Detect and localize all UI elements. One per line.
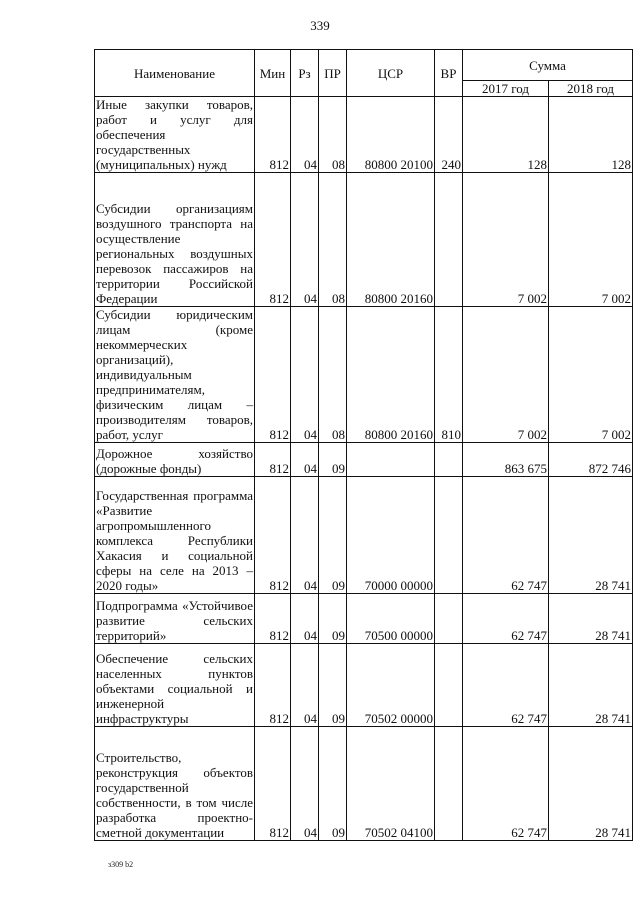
row-2018: 872 746 (549, 443, 633, 477)
footer-code: з309 b2 (108, 860, 134, 869)
header-pr: ПР (319, 50, 347, 97)
row-min: 812 (255, 644, 291, 727)
table-row (95, 173, 633, 307)
table-row (95, 644, 633, 727)
row-csr: 70500 00000 (347, 594, 435, 644)
row-vr (435, 443, 463, 477)
row-2017: 62 747 (463, 644, 549, 727)
row-2017: 128 (463, 97, 549, 173)
row-vr (435, 173, 463, 307)
table-row (95, 97, 633, 173)
table-row (95, 443, 633, 477)
header-amount: Сумма (463, 50, 633, 81)
row-2018: 28 741 (549, 727, 633, 841)
row-pr: 09 (319, 594, 347, 644)
row-rz: 04 (291, 173, 319, 307)
table-row (95, 477, 633, 594)
row-pr: 09 (319, 477, 347, 594)
row-min: 812 (255, 443, 291, 477)
row-rz: 04 (291, 477, 319, 594)
row-min: 812 (255, 173, 291, 307)
header-min: Мин (255, 50, 291, 97)
row-min: 812 (255, 727, 291, 841)
row-2017: 863 675 (463, 443, 549, 477)
row-name: Иные закупки товаров, работ и услуг для обеспечения государственных (муниципальных) нужд (96, 97, 253, 172)
header-name: Наименование (95, 50, 255, 97)
row-rz: 04 (291, 97, 319, 173)
budget-table (94, 49, 633, 841)
row-csr: 70502 00000 (347, 644, 435, 727)
row-2018: 7 002 (549, 307, 633, 443)
row-pr: 09 (319, 443, 347, 477)
page-number: 339 (310, 18, 330, 33)
row-vr: 240 (435, 97, 463, 173)
row-2018: 128 (549, 97, 633, 173)
row-rz: 04 (291, 443, 319, 477)
header-vr: ВР (435, 50, 463, 97)
row-name: Обеспечение сельских населенных пунктов объектами социальной и инженерной инфраструктуры (95, 644, 255, 727)
header-csr: ЦСР (347, 50, 435, 97)
row-2017: 62 747 (463, 477, 549, 594)
row-2018: 28 741 (549, 477, 633, 594)
row-rz: 04 (291, 594, 319, 644)
table-row (95, 307, 633, 443)
row-pr: 08 (319, 97, 347, 173)
table-row (95, 594, 633, 644)
row-pr: 09 (319, 644, 347, 727)
row-vr (435, 477, 463, 594)
row-name: Строительство, реконструкция объектов государственной собственности, в том числе разработка проектно-сметной документации (95, 727, 255, 841)
row-min: 812 (255, 477, 291, 594)
row-2017: 62 747 (463, 727, 549, 841)
row-name: Подпрограмма «Устойчивое развитие сельских территорий» (95, 594, 255, 644)
row-min: 812 (255, 594, 291, 644)
row-2017: 7 002 (463, 173, 549, 307)
row-pr: 08 (319, 173, 347, 307)
row-min: 812 (255, 97, 291, 173)
row-rz: 04 (291, 307, 319, 443)
row-name: Дорожное хозяйство (дорожные фонды) (95, 443, 255, 477)
row-2017: 62 747 (463, 594, 549, 644)
header-year-2018: 2018 год (549, 81, 633, 97)
row-name: Субсидии юридическим лицам (кроме некоммерческих организаций), индивидуальным предпринимателям, физическим лицам – производителям товаров, работ, услуг (96, 307, 253, 442)
row-rz: 04 (291, 727, 319, 841)
row-csr (347, 443, 435, 477)
row-csr: 80800 20160 (347, 173, 435, 307)
row-2018: 28 741 (549, 594, 633, 644)
row-vr (435, 594, 463, 644)
row-vr: 810 (435, 307, 463, 443)
row-2017: 7 002 (463, 307, 549, 443)
row-name: Субсидии организациям воздушного транспорта на осуществление региональных воздушных перевозок пассажиров на территории Российской Федерации (95, 173, 255, 307)
row-2018: 28 741 (549, 644, 633, 727)
row-vr (435, 727, 463, 841)
row-2018: 7 002 (549, 173, 633, 307)
row-csr: 80800 20160 (347, 307, 435, 443)
row-csr: 80800 20100 (347, 97, 435, 173)
row-name: Государственная программа «Развитие агропромышленного комплекса Республики Хакасия и социальной сферы на селе на 2013 – 2020 годы» (95, 477, 255, 594)
row-csr: 70502 04100 (347, 727, 435, 841)
row-vr (435, 644, 463, 727)
row-pr: 08 (319, 307, 347, 443)
row-min: 812 (255, 307, 291, 443)
row-pr: 09 (319, 727, 347, 841)
table-row (95, 727, 633, 841)
row-rz: 04 (291, 644, 319, 727)
header-rz: Рз (291, 50, 319, 97)
row-csr: 70000 00000 (347, 477, 435, 594)
header-year-2017: 2017 год (463, 81, 549, 97)
